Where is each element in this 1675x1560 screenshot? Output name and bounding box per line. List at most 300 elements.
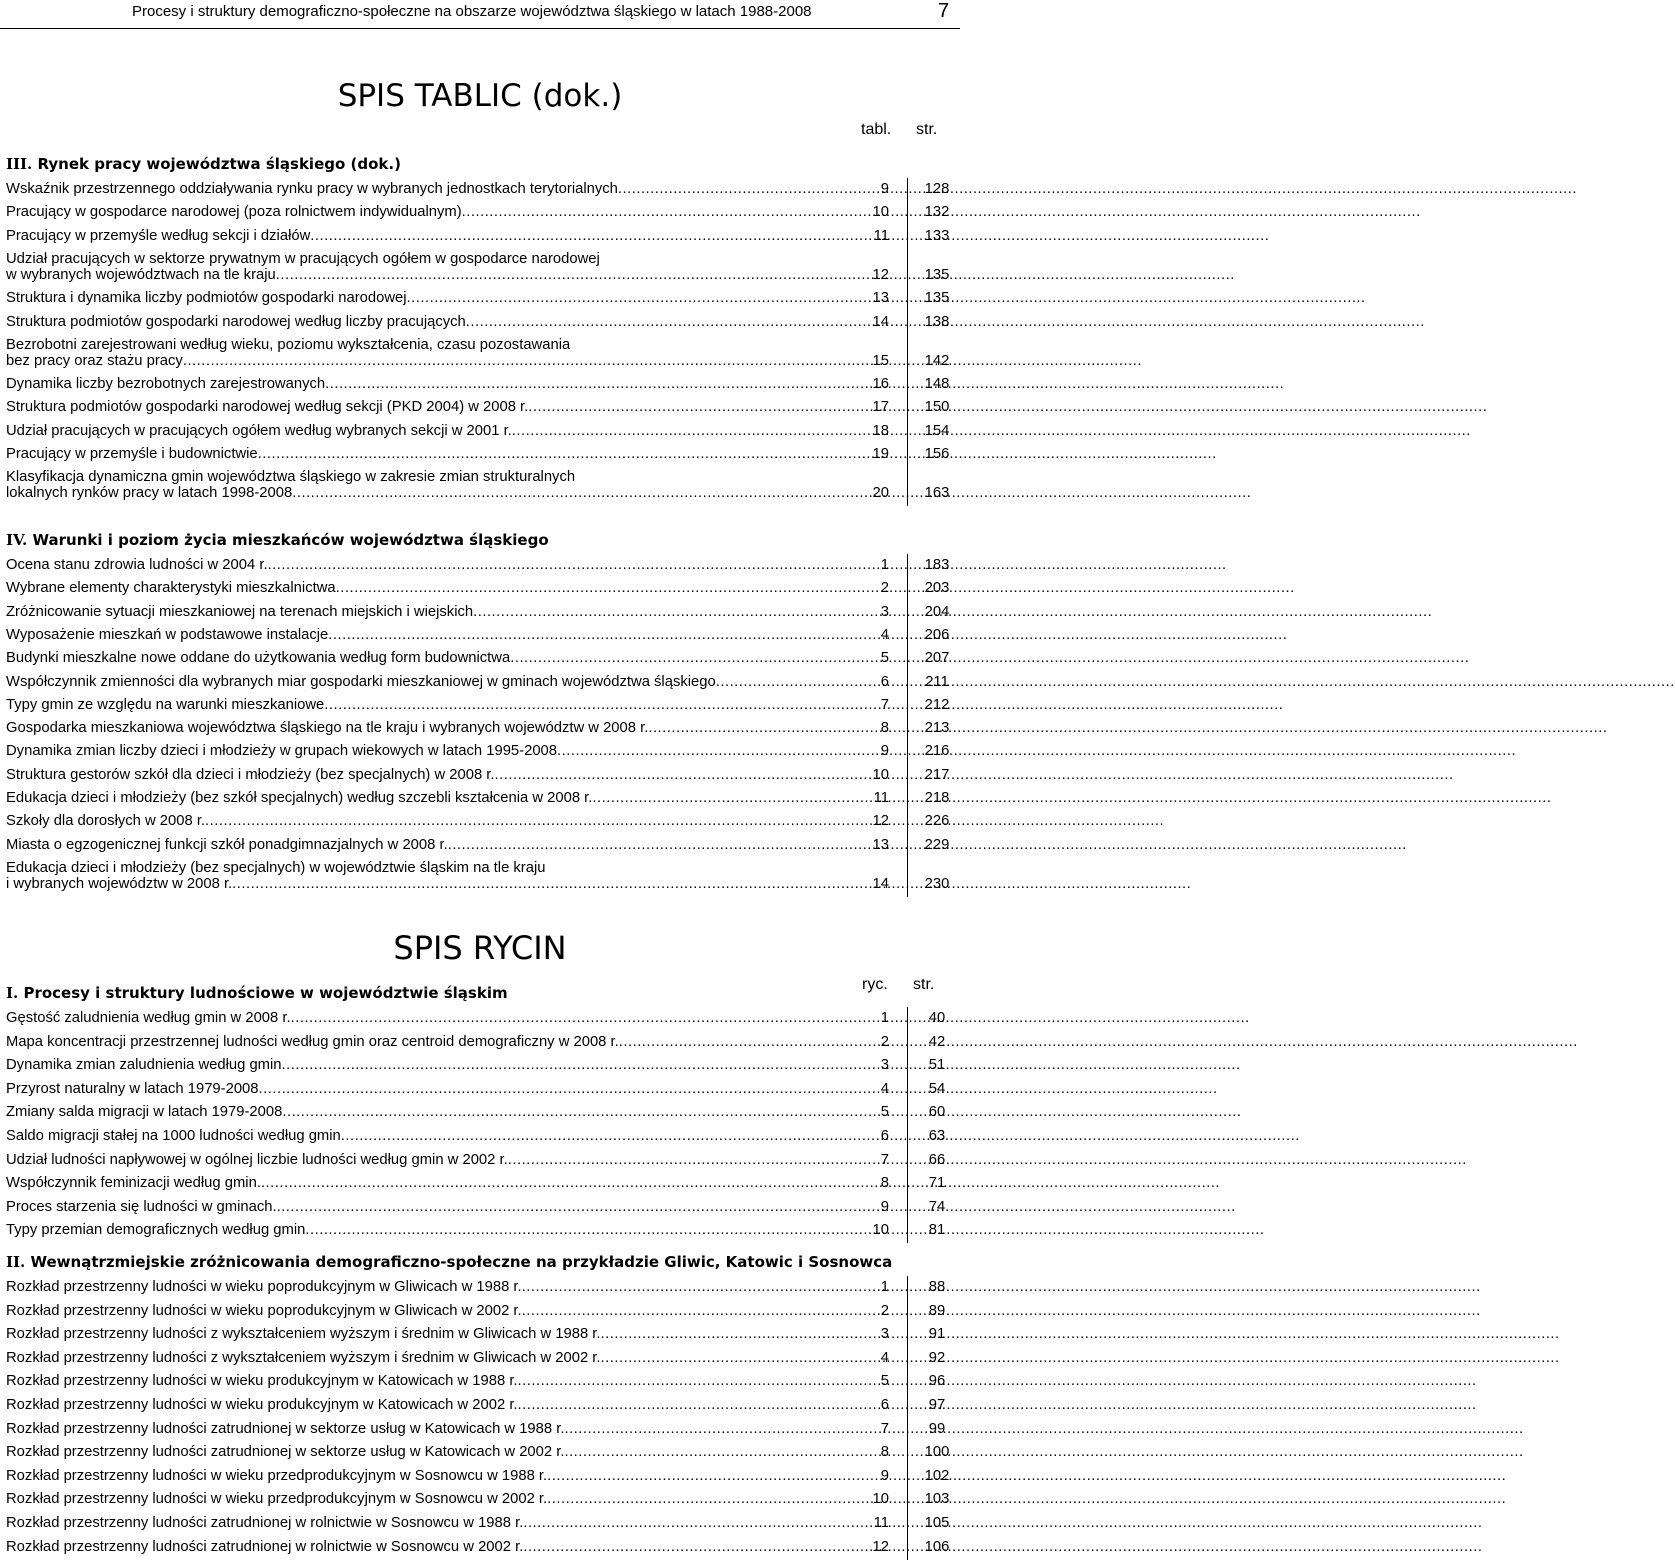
entry-title: Dynamika zmian liczby dzieci i młodzieży w grupach wiekowych w latach 1995-2008 xyxy=(6,743,558,760)
entry-page: 226 xyxy=(924,813,950,830)
list-entry[interactable] xyxy=(6,337,960,370)
figures-col-no-header: ryc. xyxy=(862,976,888,993)
dot-leader xyxy=(518,1397,1477,1414)
page-header xyxy=(0,0,960,30)
list-entry[interactable] xyxy=(6,627,960,644)
entry-title-line xyxy=(6,314,889,331)
entry-number: 11 xyxy=(873,790,889,806)
entry-title: Struktura podmiotów gospodarki narodowej według sekcji (PKD 2004) w 2008 r. xyxy=(6,399,529,416)
dot-leader xyxy=(258,446,1217,463)
list-entry[interactable] xyxy=(6,314,960,331)
entry-page: 71 xyxy=(928,1175,946,1192)
entry-title: Współczynnik zmienności dla wybranych miar gospodarki mieszkaniowej w gminach województwa śląskiego xyxy=(6,673,716,690)
list-entry[interactable] xyxy=(6,1326,960,1343)
dot-leader xyxy=(276,267,1235,284)
tables-col-no-header: tabl. xyxy=(861,121,892,138)
entry-number: 18 xyxy=(872,422,889,439)
entry-title: Budynki mieszkalne nowe oddane do użytkowania według form budownictwa xyxy=(6,650,511,667)
entry-title: Ocena stanu zdrowia ludności w 2004 r. xyxy=(6,557,268,573)
entry-number: 13 xyxy=(872,290,889,307)
entry-number: 10 xyxy=(872,1222,889,1239)
list-entry[interactable] xyxy=(6,1491,960,1508)
entry-title-line xyxy=(6,743,889,760)
list-entry[interactable] xyxy=(6,181,960,198)
entry-number: 7 xyxy=(880,1151,889,1168)
list-entry[interactable] xyxy=(6,604,960,621)
entry-title: Rozkład przestrzenny ludności z wykształceniem wyższym i średnim w Gliwicach w 2002 r. xyxy=(6,1349,601,1366)
entry-number: 9 xyxy=(880,743,889,760)
entry-title-line xyxy=(6,837,889,854)
entry-title-line xyxy=(6,1515,889,1532)
dot-leader xyxy=(336,580,1295,597)
entry-page: 103 xyxy=(924,1491,950,1508)
entry-title-line xyxy=(6,876,889,893)
list-entry[interactable] xyxy=(6,697,960,714)
dot-leader xyxy=(522,1303,1481,1320)
entry-page: 81 xyxy=(928,1222,946,1239)
entry-title-line xyxy=(6,267,889,284)
entry-title-line xyxy=(6,1199,889,1216)
entry-number: 2 xyxy=(880,1033,889,1050)
entry-page: 204 xyxy=(924,603,950,620)
entry-title-line xyxy=(6,1057,889,1074)
list-entry[interactable] xyxy=(6,1303,960,1320)
list-entry[interactable] xyxy=(6,446,960,463)
list-entry[interactable] xyxy=(6,290,960,307)
list-entry[interactable] xyxy=(6,860,960,893)
dot-leader xyxy=(528,399,1487,416)
entry-title: Rozkład przestrzenny ludności w wieku poprodukcyjnym w Gliwicach w 2002 r. xyxy=(6,1302,522,1319)
section-title: Wewnątrzmiejskie zróżnicowania demograficzno-społeczne na przykładzie Gliwic, Katowic i Sosnowca xyxy=(25,1253,893,1271)
entry-page: 156 xyxy=(924,446,950,462)
entry-title: Rozkład przestrzenny ludności w wieku poprodukcyjnym w Gliwicach w 1988 r. xyxy=(6,1279,522,1295)
list-entry[interactable] xyxy=(6,1222,960,1239)
dot-leader xyxy=(601,1326,1560,1343)
entry-number: 8 xyxy=(880,720,889,737)
dot-leader xyxy=(183,353,1142,370)
entry-title: bez pracy oraz stażu pracy xyxy=(6,352,183,369)
list-entry[interactable] xyxy=(6,1152,960,1169)
entry-page: 40 xyxy=(928,1010,946,1026)
entry-number: 4 xyxy=(880,1080,889,1097)
section-title: Procesy i struktury ludnościowe w województwie śląskim xyxy=(18,984,508,1002)
list-entry[interactable] xyxy=(6,580,960,597)
entry-number: 12 xyxy=(872,813,889,830)
list-entry[interactable] xyxy=(6,1444,960,1461)
entry-title-line xyxy=(6,790,889,807)
entry-title: Rozkład przestrzenny ludności w wieku produkcyjnym w Katowicach w 1988 r. xyxy=(6,1373,518,1390)
list-entry[interactable] xyxy=(6,399,960,416)
dot-leader xyxy=(324,697,1283,714)
entry-number: 14 xyxy=(872,313,889,330)
entry-title: Udział ludności napływowej w ogólnej liczbie ludności według gmin w 2002 r. xyxy=(6,1151,508,1168)
entry-number: 10 xyxy=(872,204,889,221)
entry-number: 10 xyxy=(872,1491,889,1508)
tables-col-page-header: str. xyxy=(916,121,938,138)
entry-title-line xyxy=(6,228,889,245)
list-entry[interactable] xyxy=(6,1175,960,1192)
dot-leader xyxy=(510,650,1469,667)
entry-title-line xyxy=(6,1104,889,1121)
figures-col-page-header: str. xyxy=(913,976,935,993)
entry-title: Pracujący w przemyśle według sekcji i działów xyxy=(6,227,311,244)
entry-title-line xyxy=(6,1222,889,1239)
entry-title-line xyxy=(6,204,889,221)
list-entry[interactable] xyxy=(6,1010,960,1027)
entry-page: 74 xyxy=(928,1198,946,1215)
entry-title: Proces starzenia się ludności w gminach. xyxy=(6,1198,277,1215)
list-entry[interactable] xyxy=(6,674,960,691)
dot-leader xyxy=(592,790,1551,807)
entry-page: 163 xyxy=(924,485,950,502)
entry-title-line xyxy=(6,627,889,644)
dot-leader xyxy=(601,1350,1560,1367)
dot-leader xyxy=(328,627,1287,644)
entry-title: Rozkład przestrzenny ludności z wykształceniem wyższym i średnim w Gliwicach w 1988 r. xyxy=(6,1326,601,1343)
entry-title: Rozkład przestrzenny ludności w wieku przedprodukcyjnym w Sosnowcu w 2002 r. xyxy=(6,1491,548,1508)
entry-page: 63 xyxy=(928,1128,946,1144)
list-entry[interactable] xyxy=(6,1397,960,1414)
section-number: III. xyxy=(6,155,33,173)
entry-title: Gęstość zaludnienia według gmin w 2008 r. xyxy=(6,1010,291,1026)
dot-leader xyxy=(282,1057,1241,1074)
entry-title: Pracujący w przemyśle i budownictwie xyxy=(6,446,258,462)
entry-number: 17 xyxy=(872,399,889,416)
entry-title: Wybrane elementy charakterystyki mieszkalnictwa xyxy=(6,580,336,597)
section-number: I. xyxy=(6,984,19,1002)
entry-number: 8 xyxy=(880,1175,889,1192)
list-entry[interactable] xyxy=(6,469,960,502)
entry-number: 13 xyxy=(872,836,889,853)
dot-leader xyxy=(523,1539,1482,1556)
list-entry[interactable] xyxy=(6,1515,960,1532)
dot-leader xyxy=(495,767,1454,784)
list-entry[interactable] xyxy=(6,204,960,221)
entry-title-line xyxy=(6,1539,889,1556)
entry-page: 132 xyxy=(924,204,950,221)
entry-title: Współczynnik feminizacji według gmin. xyxy=(6,1175,261,1192)
entry-page: 60 xyxy=(928,1104,946,1121)
entry-number: 2 xyxy=(880,580,889,597)
entry-title-line xyxy=(6,1034,889,1051)
section-title: Rynek pracy województwa śląskiego (dok.) xyxy=(32,155,401,173)
entry-number: 1 xyxy=(880,1010,889,1026)
entry-number: 4 xyxy=(880,626,889,643)
entry-title: Zróżnicowanie sytuacji mieszkaniowej na terenach miejskich i wiejskich xyxy=(6,603,474,620)
entry-title: Struktura podmiotów gospodarki narodowej według liczby pracujących xyxy=(6,313,466,330)
entry-number: 11 xyxy=(873,227,889,244)
entry-page: 133 xyxy=(924,227,950,244)
entry-number: 11 xyxy=(873,1515,889,1531)
entry-page: 138 xyxy=(924,313,950,330)
entry-page: 218 xyxy=(924,790,950,806)
entry-number: 15 xyxy=(872,352,889,369)
header-rule xyxy=(0,28,960,29)
entry-title: Zmiany salda migracji w latach 1979-2008 xyxy=(6,1104,283,1121)
list-entry[interactable] xyxy=(6,720,960,737)
entry-title: Pracujący w gospodarce narodowej (poza rolnictwem indywidualnym) xyxy=(6,204,462,221)
list-entry[interactable] xyxy=(6,251,960,284)
entry-title-line xyxy=(6,423,889,440)
dot-leader xyxy=(557,743,1516,760)
entry-page: 88 xyxy=(928,1279,946,1295)
entry-title-line xyxy=(6,697,889,714)
entry-title: Rozkład przestrzenny ludności w wieku przedprodukcyjnym w Sosnowcu w 1988 r. xyxy=(6,1467,548,1484)
entry-title: w wybranych województwach na tle kraju xyxy=(6,266,276,283)
dot-leader xyxy=(564,1421,1523,1438)
entry-title-line: Klasyfikacja dynamiczna gmin województwa śląskiego w zakresie zmian strukturalnych xyxy=(6,469,576,486)
dot-leader xyxy=(547,1468,1506,1485)
column-separator xyxy=(907,178,908,506)
entry-number: 4 xyxy=(880,1349,889,1366)
entry-title-line xyxy=(6,1152,889,1169)
entry-title-line xyxy=(6,674,889,691)
dot-leader xyxy=(282,1104,1241,1121)
entry-title-line xyxy=(6,181,889,198)
entry-title-line xyxy=(6,1303,889,1320)
entry-title-line xyxy=(6,446,889,463)
entry-title-line xyxy=(6,1010,889,1027)
entry-page: 135 xyxy=(924,266,950,283)
list-entry[interactable] xyxy=(6,837,960,854)
entry-page: 51 xyxy=(928,1057,946,1074)
entry-title: Rozkład przestrzenny ludności w wieku produkcyjnym w Katowicach w 2002 r. xyxy=(6,1397,518,1413)
entry-page: 211 xyxy=(925,673,949,690)
entry-number: 3 xyxy=(880,1326,889,1343)
entry-title: i wybranych województw w 2008 r. xyxy=(6,875,233,892)
entry-title: Przyrost naturalny w latach 1979-2008 xyxy=(6,1080,259,1097)
dot-leader xyxy=(518,1373,1477,1390)
entry-page: 206 xyxy=(924,626,950,643)
entry-number: 9 xyxy=(880,181,889,197)
entry-title-line: Bezrobotni zarejestrowani według wieku, poziomu wykształcenia, czasu pozostawania xyxy=(6,336,571,353)
dot-leader xyxy=(547,1491,1506,1508)
list-entry[interactable] xyxy=(6,650,960,667)
list-entry[interactable] xyxy=(6,1468,960,1485)
entry-title-line xyxy=(6,353,889,370)
column-separator xyxy=(907,1007,908,1243)
list-entry[interactable] xyxy=(6,1081,960,1098)
column-separator xyxy=(907,554,908,897)
entry-page: 100 xyxy=(924,1444,950,1461)
entry-title: Typy gmin ze względu na warunki mieszkaniowe xyxy=(6,696,325,713)
list-entry[interactable] xyxy=(6,1279,960,1296)
entry-number: 5 xyxy=(880,650,889,667)
dot-leader xyxy=(277,1199,1236,1216)
entry-number: 6 xyxy=(880,673,889,690)
entry-page: 135 xyxy=(924,290,950,307)
dot-leader xyxy=(508,1152,1467,1169)
list-entry[interactable] xyxy=(6,813,960,830)
entry-page: 207 xyxy=(924,650,950,667)
dot-leader xyxy=(292,485,1251,502)
entry-page: 230 xyxy=(924,875,950,892)
entry-number: 3 xyxy=(880,603,889,620)
list-entry[interactable] xyxy=(6,228,960,245)
entry-number: 9 xyxy=(880,1467,889,1484)
dot-leader xyxy=(522,1279,1481,1296)
list-entry[interactable] xyxy=(6,423,960,440)
entry-title: Edukacja dzieci i młodzieży (bez szkół specjalnych) według szczebli kształcenia w 2008 r. xyxy=(6,790,593,806)
entry-title: Udział pracujących w pracujących ogółem według wybranych sekcji w 2001 r. xyxy=(6,422,512,439)
entry-number: 16 xyxy=(872,376,889,393)
entry-page: 105 xyxy=(924,1515,950,1531)
entry-number: 12 xyxy=(872,266,889,283)
entry-title-line xyxy=(6,1468,889,1485)
list-entry[interactable] xyxy=(6,376,960,393)
entry-number: 1 xyxy=(880,1279,889,1295)
entry-title: Typy przemian demograficznych według gmin xyxy=(6,1222,306,1239)
list-entry[interactable] xyxy=(6,743,960,760)
section-heading xyxy=(6,984,508,1002)
section-title: Warunki i poziom życia mieszkańców województwa śląskiego xyxy=(27,531,549,549)
entry-title-line xyxy=(6,399,889,416)
entry-title: lokalnych rynków pracy w latach 1998-2008 xyxy=(6,485,293,502)
entry-title-line xyxy=(6,1081,889,1098)
entry-page: 213 xyxy=(924,720,950,737)
entry-page: 217 xyxy=(924,766,950,783)
entry-page: 106 xyxy=(924,1538,950,1555)
list-entry[interactable] xyxy=(6,1104,960,1121)
entry-number: 8 xyxy=(880,1444,889,1461)
section-number: II. xyxy=(6,1253,26,1271)
entry-page: 142 xyxy=(924,352,950,369)
entry-title-line xyxy=(6,1444,889,1461)
dot-leader xyxy=(291,1010,1250,1027)
section-heading xyxy=(6,1253,892,1271)
list-entry[interactable] xyxy=(6,557,960,574)
entry-page: 212 xyxy=(924,696,950,713)
figures-list-title: SPIS RYCIN xyxy=(393,929,567,967)
entry-page: 183 xyxy=(924,557,950,573)
entry-title-line xyxy=(6,290,889,307)
entry-number: 12 xyxy=(872,1538,889,1555)
tables-list-title: SPIS TABLIC (dok.) xyxy=(337,78,623,114)
entry-title: Rozkład przestrzenny ludności zatrudnionej w sektorze usług w Katowicach w 2002 r. xyxy=(6,1444,565,1461)
dot-leader xyxy=(648,720,1607,737)
entry-title: Miasta o egzogenicznej funkcji szkół ponadgimnazjalnych w 2008 r. xyxy=(6,836,448,853)
entry-title-line xyxy=(6,813,889,830)
entry-title-line xyxy=(6,376,889,393)
section-heading xyxy=(6,155,401,173)
entry-title: Rozkład przestrzenny ludności zatrudnionej w rolnictwie w Sosnowcu w 1988 r. xyxy=(6,1515,524,1531)
entry-title-line xyxy=(6,1175,889,1192)
entry-number: 5 xyxy=(880,1104,889,1121)
entry-title: Rozkład przestrzenny ludności zatrudnionej w sektorze usług w Katowicach w 1988 r. xyxy=(6,1420,565,1437)
dot-leader xyxy=(310,228,1269,245)
entry-title-line xyxy=(6,557,889,574)
entry-number: 5 xyxy=(880,1373,889,1390)
entry-title-line: Edukacja dzieci i młodzieży (bez specjalnych) w województwie śląskim na tle kraju xyxy=(6,859,546,876)
entry-title: Wskaźnik przestrzennego oddziaływania rynku pracy w wybranych jednostkach terytorialnych xyxy=(6,181,618,197)
entry-page: 66 xyxy=(928,1151,946,1168)
entry-title-line xyxy=(6,580,889,597)
list-entry[interactable] xyxy=(6,790,960,807)
entry-number: 7 xyxy=(880,696,889,713)
section-number: IV. xyxy=(6,531,28,549)
entry-number: 14 xyxy=(872,875,889,892)
dot-leader xyxy=(325,376,1284,393)
entry-page: 128 xyxy=(924,181,950,197)
entry-page: 216 xyxy=(924,743,950,760)
entry-number: 7 xyxy=(880,1420,889,1437)
entry-page: 54 xyxy=(928,1080,946,1097)
column-separator xyxy=(907,1276,908,1560)
entry-page: 203 xyxy=(924,580,950,597)
entry-title-line xyxy=(6,1279,889,1296)
dot-leader xyxy=(341,1128,1300,1145)
entry-title-line xyxy=(6,485,889,502)
list-entry[interactable] xyxy=(6,1199,960,1216)
entry-number: 20 xyxy=(872,485,889,502)
entry-title: Gospodarka mieszkaniowa województwa śląskiego na tle kraju i wybranych województw w 2008 r. xyxy=(6,720,649,737)
entry-title: Struktura i dynamika liczby podmiotów gospodarki narodowej xyxy=(6,290,407,307)
dot-leader xyxy=(268,557,1227,574)
dot-leader xyxy=(512,423,1471,440)
dot-leader xyxy=(259,1081,1218,1098)
entry-title-line xyxy=(6,1350,889,1367)
entry-page: 91 xyxy=(928,1326,946,1343)
entry-number: 10 xyxy=(872,766,889,783)
entry-title-line xyxy=(6,767,889,784)
entry-title: Szkoły dla dorosłych w 2008 r. xyxy=(6,813,206,830)
page-number: 7 xyxy=(938,0,950,22)
list-entry[interactable] xyxy=(6,1057,960,1074)
section-heading xyxy=(6,531,549,549)
entry-page: 92 xyxy=(928,1349,946,1366)
list-entry[interactable] xyxy=(6,1034,960,1051)
entry-number: 6 xyxy=(880,1397,889,1413)
dot-leader xyxy=(523,1515,1482,1532)
list-entry[interactable] xyxy=(6,1539,960,1556)
entry-page: 99 xyxy=(928,1420,946,1437)
entry-title: Mapa koncentracji przestrzennej ludności według gmin oraz centroid demograficzny w 2008 r. xyxy=(6,1033,619,1050)
entry-title: Wyposażenie mieszkań w podstawowe instalacje xyxy=(6,626,329,643)
entry-number: 19 xyxy=(872,446,889,462)
entry-title-line xyxy=(6,1397,889,1414)
entry-title-line xyxy=(6,1373,889,1390)
entry-title-line: Udział pracujących w sektorze prywatnym w pracujących ogółem w gospodarce narodowej xyxy=(6,250,600,267)
entry-title-line xyxy=(6,650,889,667)
running-title: Procesy i struktury demograficzno-społeczne na obszarze województwa śląskiego w latach 1988-2008 xyxy=(132,3,812,20)
entry-number: 6 xyxy=(880,1128,889,1144)
dot-leader xyxy=(232,876,1191,893)
list-entry[interactable] xyxy=(6,767,960,784)
dot-leader xyxy=(261,1175,1220,1192)
list-entry[interactable] xyxy=(6,1128,960,1145)
entry-title: Struktura gestorów szkół dla dzieci i młodzieży (bez specjalnych) w 2008 r. xyxy=(6,766,495,783)
entry-number: 9 xyxy=(880,1198,889,1215)
entry-title-line xyxy=(6,1326,889,1343)
entry-page: 42 xyxy=(928,1033,946,1050)
list-entry[interactable] xyxy=(6,1421,960,1438)
entry-page: 97 xyxy=(928,1397,946,1413)
entry-page: 102 xyxy=(924,1467,950,1484)
entry-page: 154 xyxy=(924,422,950,439)
entry-title-line xyxy=(6,720,889,737)
entry-page: 148 xyxy=(924,376,950,393)
dot-leader xyxy=(619,1034,1578,1051)
list-entry[interactable] xyxy=(6,1373,960,1390)
entry-title: Saldo migracji stałej na 1000 ludności według gmin xyxy=(6,1128,341,1144)
entry-title-line xyxy=(6,1491,889,1508)
dot-leader xyxy=(205,813,1164,830)
entry-page: 229 xyxy=(924,836,950,853)
entry-page: 96 xyxy=(928,1373,946,1390)
dot-leader xyxy=(618,181,1577,198)
list-entry[interactable] xyxy=(6,1350,960,1367)
entry-title-line xyxy=(6,604,889,621)
